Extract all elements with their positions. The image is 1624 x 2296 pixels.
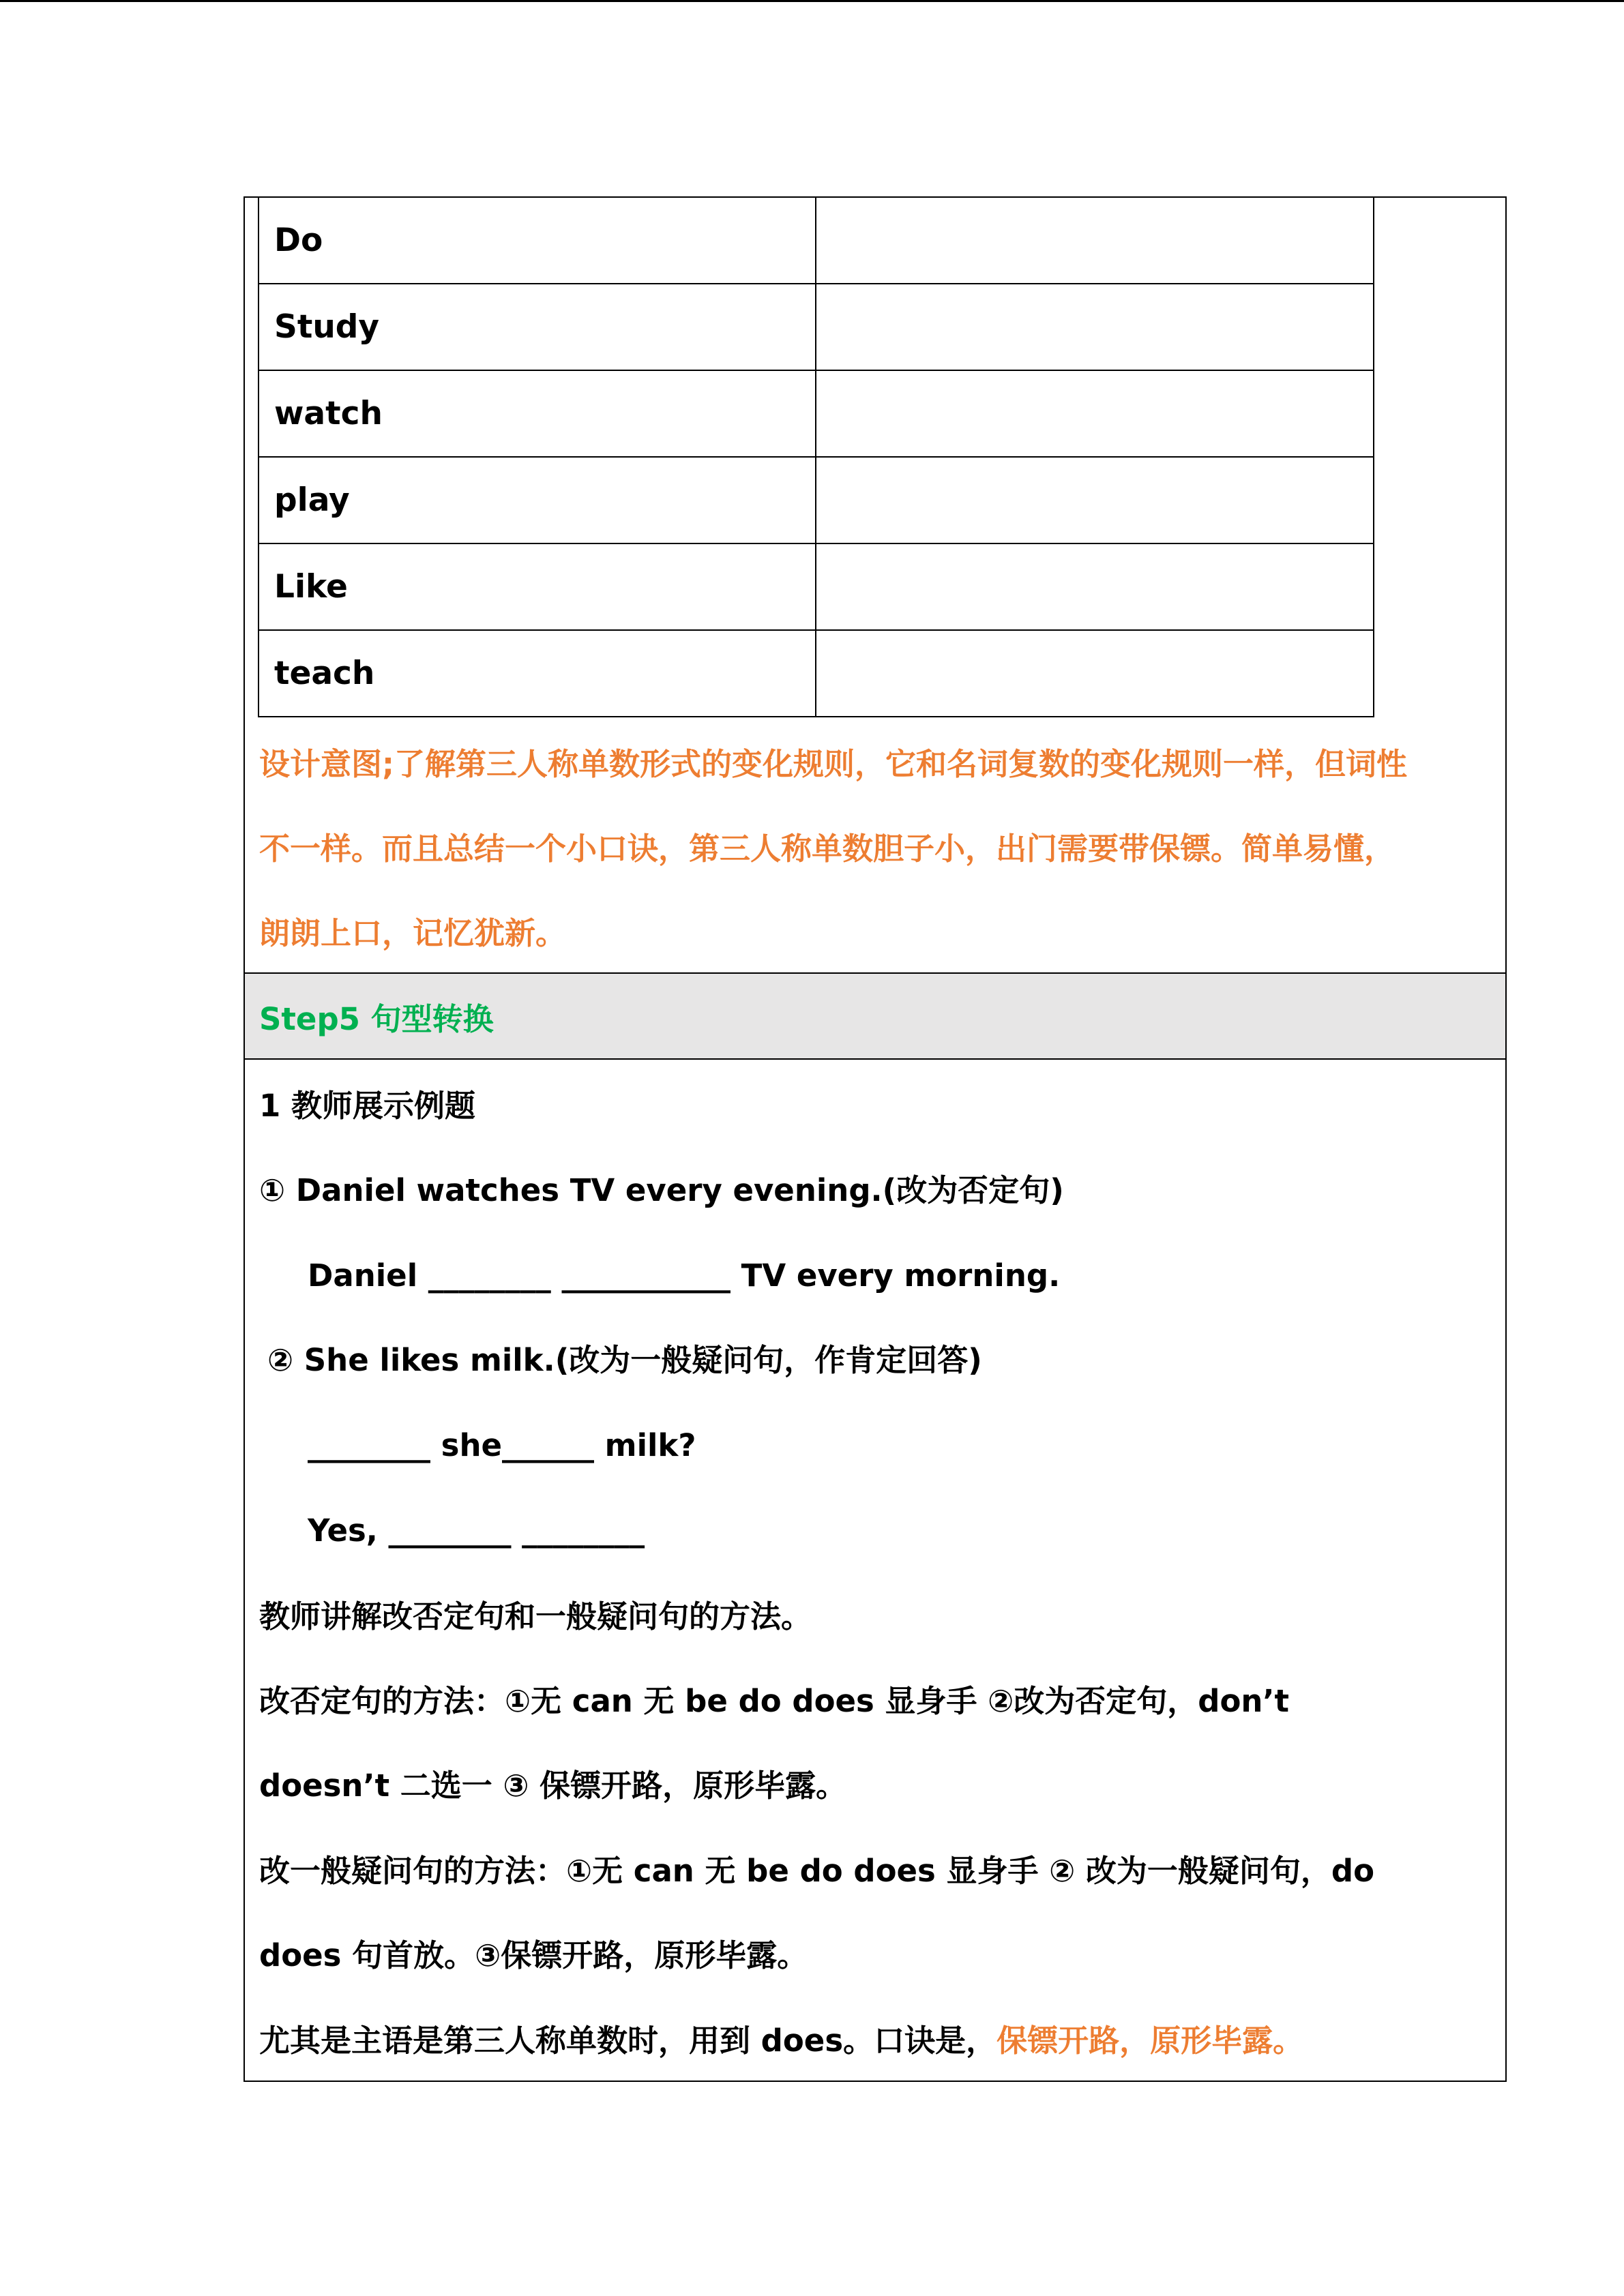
verb-cell: teach [259,630,816,717]
top-rule [0,0,1624,2]
verb-cell: Do [259,197,816,284]
table-row [259,543,1374,630]
answer-cell [816,197,1374,284]
design-intent-line-1: 设计意图;了解第三人称单数形式的变化规则，它和名词复数的变化规则一样，但词性 [259,746,1407,782]
explain-line: 教师讲解改否定句和一般疑问句的方法。 [259,1598,812,1635]
table-row [259,457,1374,543]
answer-cell [816,457,1374,543]
table-row [259,284,1374,370]
table-row [259,630,1374,717]
verb-form-table [258,196,1374,717]
question-2-blank-1: ________ she______ milk? [308,1427,696,1463]
verb-cell: Like [259,543,816,630]
question-1-blank: Daniel ________ ___________ TV every morning. [308,1257,1061,1294]
question-2: ② She likes milk.(改为一般疑问句，作肯定回答) [267,1342,982,1378]
verb-cell: Study [259,284,816,370]
verb-cell: watch [259,370,816,457]
negative-rule-line-2: doesn’t 二选一 ③ 保镖开路，原形毕露。 [259,1768,847,1804]
verb-cell: play [259,457,816,543]
design-intent-line-2: 不一样。而且总结一个小口诀，第三人称单数胆子小，出门需要带保镖。简单易懂， [259,831,1396,867]
answer-cell [816,284,1374,370]
question-2-blank-2: Yes, ________ ________ [308,1512,645,1549]
answer-cell [816,370,1374,457]
final-rhyme-prefix: 尤其是主语是第三人称单数时，用到 does。口诀是， [259,2023,997,2059]
item1-title: 1 教师展示例题 [259,1088,475,1124]
question-rule-line-2: does 句首放。③保镖开路，原形毕露。 [259,1937,808,1973]
table-row [259,370,1374,457]
final-rhyme-line [259,2023,1304,2059]
question-rule-line-1: 改一般疑问句的方法：①无 can 无 be do does 显身手 ② 改为一般疑问句，do [259,1853,1375,1889]
question-1: ① Daniel watches TV every evening.(改为否定句) [259,1172,1064,1208]
step5-heading: Step5 句型转换 [259,1001,494,1037]
design-intent-line-3: 朗朗上口，记忆犹新。 [259,915,567,951]
table-row [259,197,1374,284]
answer-cell [816,543,1374,630]
negative-rule-line-1: 改否定句的方法：①无 can 无 be do does 显身手 ②改为否定句，don’t [259,1683,1290,1719]
final-rhyme-highlight: 保镖开路，原形毕露。 [996,2023,1304,2059]
answer-cell [816,630,1374,717]
